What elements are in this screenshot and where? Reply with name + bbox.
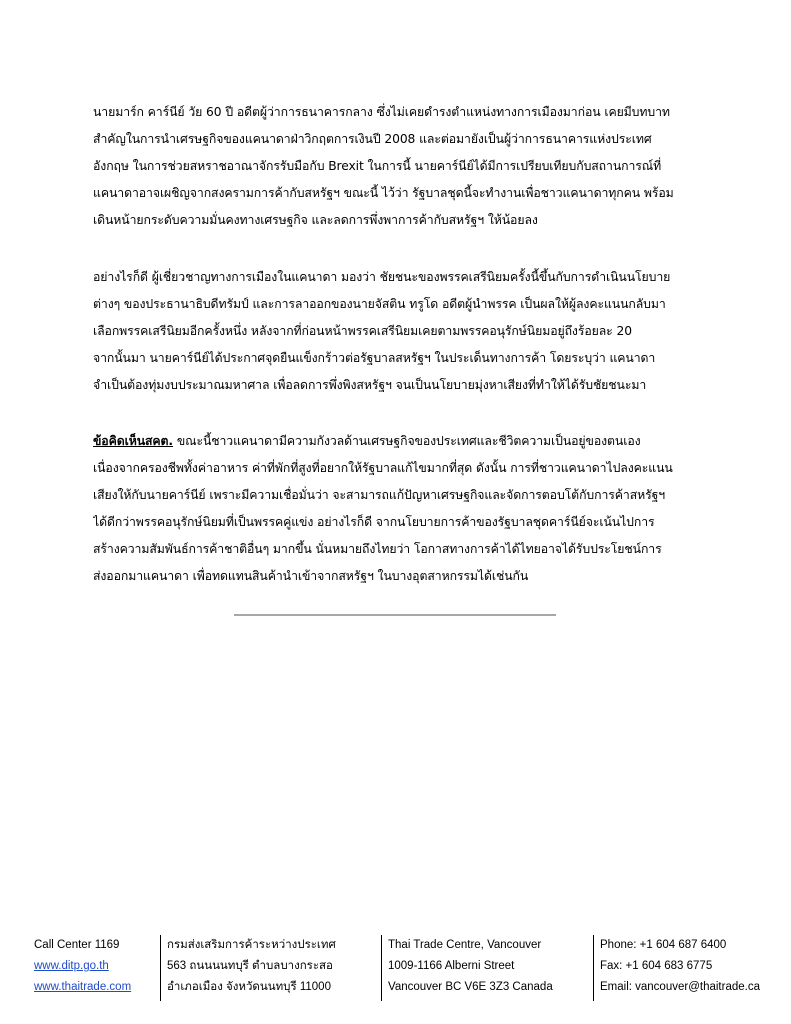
paragraph-opinion: [93, 428, 713, 590]
department-name: กรมส่งเสริมการค้าระหว่างประเทศ: [167, 939, 336, 951]
call-center: Call Center 1169: [34, 939, 120, 951]
paragraph-political-analysis: [93, 264, 713, 399]
text-line: จากนั้นมา นายคาร์นีย์ได้ประกาศจุดยืนแข็งกร้าวต่อรัฐบาลสหรัฐฯ ในประเด็นทางการค้า โดยระบุว่า แคนาดา: [93, 351, 656, 365]
footer-contact-column: [34, 935, 131, 1001]
text-line: แคนาดาอาจเผชิญจากสงครามการค้ากับสหรัฐฯ ขณะนี้ ไว้ว่า รัฐบาลชุดนี้จะทำงานเพื่อชาวแคนาดาทุกคน พร้อม: [93, 186, 674, 200]
text-line: เลือกพรรคเสรีนิยมอีกครั้งหนึ่ง หลังจากที่ก่อนหน้าพรรคเสรีนิยมเคยตามพรรคอนุรักษ์นิยมอยู่ถึงร้อยละ 20: [93, 324, 632, 338]
department-address-2: อำเภอเมือง จังหวัดนนทบุรี 11000: [167, 981, 331, 993]
office-fax: Fax: +1 604 683 6775: [600, 960, 713, 972]
text-line: เนื่องจากครองชีพทั้งค่าอาหาร ค่าที่พักที่สูงที่อยากให้รัฐบาลแก้ไขมากที่สุด ดังนั้น การที่ชาวแคนาดาไปลงคะแนน: [93, 461, 673, 475]
office-phone: Phone: +1 604 687 6400: [600, 939, 727, 951]
footer-office-column: [381, 935, 553, 1001]
text-line: อย่างไรก็ดี ผู้เชี่ยวชาญทางการเมืองในแคนาดา มองว่า ชัยชนะของพรรคเสรีนิยมครั้งนี้ขึ้นกับการดำเนินนโยบาย: [93, 270, 671, 284]
paragraph-carney-background: [93, 99, 713, 234]
text-line: นายมาร์ก คาร์นีย์ วัย 60 ปี อดีตผู้ว่าการธนาคารกลาง ซึ่งไม่เคยดำรงตำแหน่งทางการเมืองมาก่อน เคยมีบทบาท: [93, 105, 670, 119]
office-city: Vancouver BC V6E 3Z3 Canada: [388, 981, 553, 993]
opinion-heading: ข้อคิดเห็นสคต.: [93, 434, 174, 448]
text-line: [93, 428, 713, 455]
text-line: เสียงให้กับนายคาร์นีย์ เพราะมีความเชื่อมั่นว่า จะสามารถแก้ปัญหาเศรษฐกิจและจัดการตอบโต้กับการค้าสหรัฐฯ: [93, 488, 666, 502]
office-name: Thai Trade Centre, Vancouver: [388, 939, 542, 951]
office-email: Email: vancouver@thaitrade.ca: [600, 981, 760, 993]
text-line: ส่งออกมาแคนาดา เพื่อทดแทนสินค้านำเข้าจากสหรัฐฯ ในบางอุตสาหกรรมได้เช่นกัน: [93, 569, 529, 583]
section-divider: [234, 614, 556, 616]
ditp-link[interactable]: www.ditp.go.th: [34, 960, 109, 972]
text-line: จำเป็นต้องทุ่มงบประมาณมหาศาล เพื่อลดการพึ่งพิงสหรัฐฯ จนเป็นนโยบายมุ่งหาเสียงที่ทำให้ได้รับชัยชนะมา: [93, 378, 647, 392]
footer-phone-column: [593, 935, 760, 1001]
page-footer: [34, 935, 774, 1001]
department-address-1: 563 ถนนนนทบุรี ตำบลบางกระสอ: [167, 960, 333, 972]
text-line: อังกฤษ ในการช่วยสหราชอาณาจักรรับมือกับ Brexit ในการนี้ นายคาร์นีย์ได้มีการเปรียบเทียบกับสถานการณ์ที่: [93, 159, 662, 173]
text-line: สร้างความสัมพันธ์การค้าชาติอื่นๆ มากขึ้น นั่นหมายถึงไทยว่า โอกาสทางการค้าได้ไทยอาจได้รับประโยชน์การ: [93, 542, 662, 556]
text-line: เดินหน้ายกระดับความมั่นคงทางเศรษฐกิจ และลดการพึ่งพาการค้ากับสหรัฐฯ ให้น้อยลง: [93, 213, 538, 227]
office-street: 1009-1166 Alberni Street: [388, 960, 515, 972]
text-line: ต่างๆ ของประธานาธิบดีทรัมป์ และการลาออกของนายจัสติน ทรูโด อดีตผู้นำพรรค เป็นผลให้ผู้ลงคะแนนกลับมา: [93, 297, 666, 311]
text-line-rest: ขณะนี้ชาวแคนาดามีความกังวลด้านเศรษฐกิจของประเทศและชีวิตความเป็นอยู่ของตนเอง: [173, 434, 641, 448]
footer-department-column: [160, 935, 336, 1001]
thaitrade-link[interactable]: www.thaitrade.com: [34, 981, 132, 993]
text-line: สำคัญในการนำเศรษฐกิจของแคนาดาฝ่าวิกฤตการเงินปี 2008 และต่อมายังเป็นผู้ว่าการธนาคารแห่งประเทศ: [93, 132, 652, 146]
text-line: ได้ดีกว่าพรรคอนุรักษ์นิยมที่เป็นพรรคคู่แข่ง อย่างไรก็ดี จากนโยบายการค้าของรัฐบาลชุดคาร์นีย์จะเน้นไปการ: [93, 515, 655, 529]
